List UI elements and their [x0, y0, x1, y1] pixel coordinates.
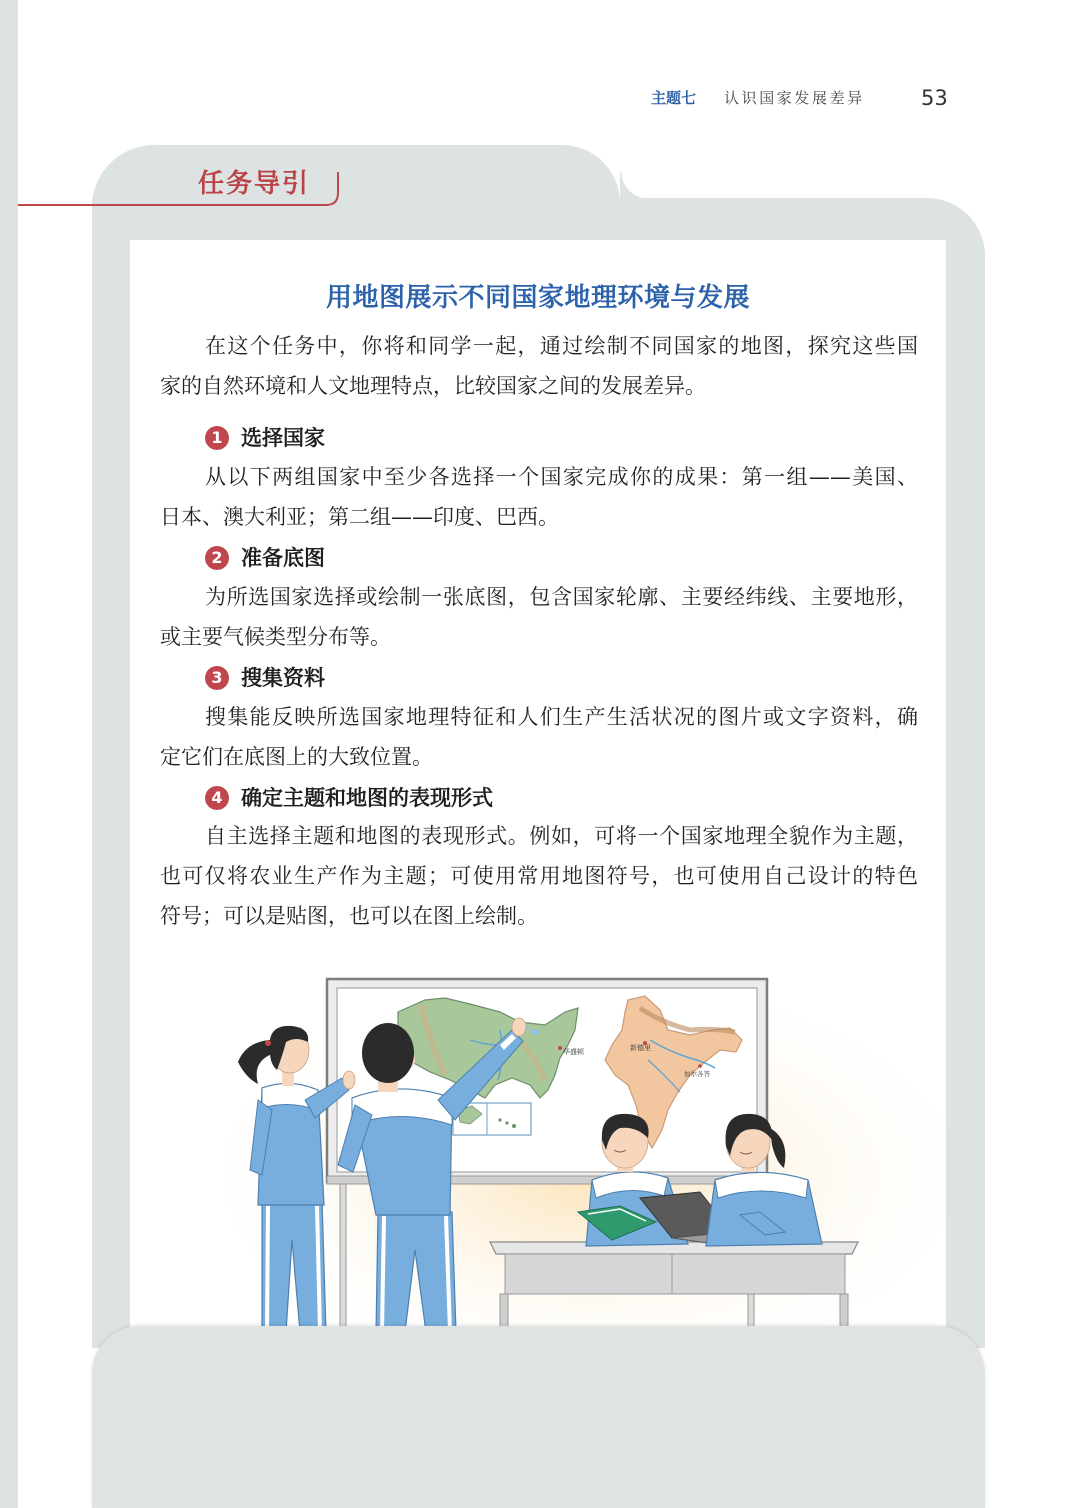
task-intro [160, 326, 918, 406]
text-line: 家的自然环境和人文地理特点，比较国家之间的发展差异。 [160, 374, 706, 398]
step-heading-1 [205, 418, 325, 458]
step-title: 选择国家 [241, 426, 325, 450]
task-title: 用地图展示不同国家地理环境与发展 [325, 283, 750, 313]
text-line: 日本、澳大利亚；第二组——印度、巴西。 [160, 505, 559, 529]
map-label-kolkata: 加尔各答 [684, 1070, 710, 1078]
step-number-badge: 1 [205, 426, 229, 450]
step-title: 准备底图 [241, 546, 325, 570]
page-number: 53 [921, 86, 948, 110]
text-line: 为所选国家选择或绘制一张底图，包含国家轮廓、主要经纬线、主要地形， [205, 585, 918, 609]
text-line: 在这个任务中，你将和同学一起，通过绘制不同国家的地图，探究这些国 [205, 334, 918, 358]
step-text-2 [160, 577, 918, 657]
left-margin-strip [0, 0, 18, 1508]
step-heading-4 [205, 778, 493, 818]
map-label-washington: 华盛顿 [563, 1048, 584, 1056]
step-heading-2 [205, 538, 325, 578]
text-line: 符号；可以是贴图，也可以在图上绘制。 [160, 904, 538, 928]
text-line: 定它们在底图上的大致位置。 [160, 745, 433, 769]
step-number-badge: 4 [205, 786, 229, 810]
tab-label: 任务导引 [198, 169, 311, 199]
tab-corner-join [620, 172, 648, 199]
step-text-4 [160, 816, 918, 936]
classroom-illustration [130, 940, 946, 1330]
text-line: 搜集能反映所选国家地理特征和人们生产生活状况的图片或文字资料，确 [205, 705, 918, 729]
text-line: 也可仅将农业生产作为主题；可使用常用地图符号，也可使用自己设计的特色 [160, 864, 918, 888]
step-heading-3 [205, 658, 325, 698]
text-line: 自主选择主题和地图的表现形式。例如，可将一个国家地理全貌作为主题， [205, 824, 918, 848]
step-title: 确定主题和地图的表现形式 [241, 786, 493, 810]
step-text-3 [160, 697, 918, 777]
step-number-badge: 2 [205, 546, 229, 570]
text-line: 从以下两组国家中至少各选择一个国家完成你的成果：第一组——美国、 [205, 465, 918, 489]
header-section-title: 认识国家发展差异 [724, 89, 865, 107]
step-text-1 [160, 457, 918, 537]
map-label-new-delhi: 新德里 [630, 1044, 651, 1052]
header-section-label: 主题七 [651, 89, 697, 107]
step-number-badge: 3 [205, 666, 229, 690]
text-line: 或主要气候类型分布等。 [160, 625, 391, 649]
step-title: 搜集资料 [241, 666, 325, 690]
bottom-panel [92, 1326, 985, 1508]
